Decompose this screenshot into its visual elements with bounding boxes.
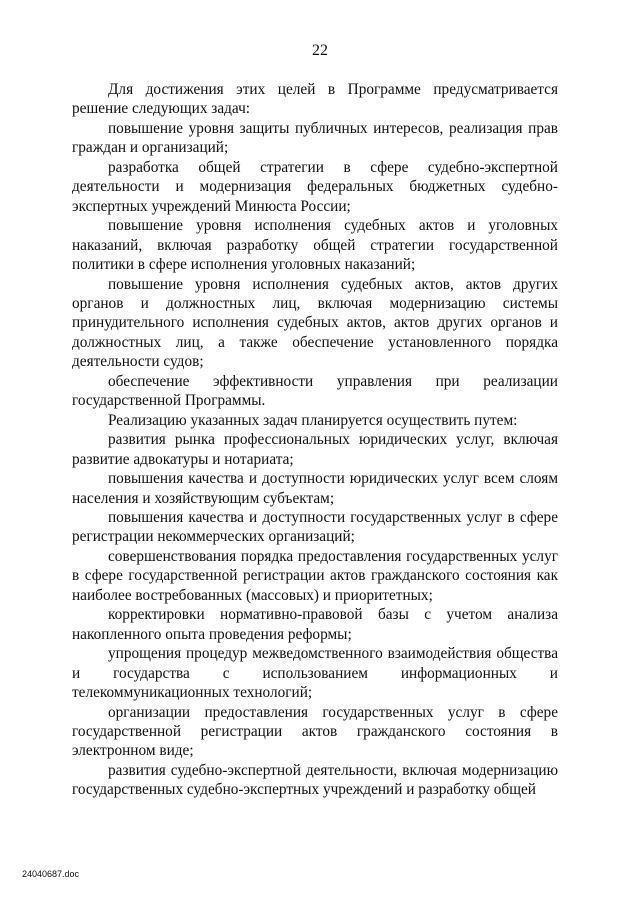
document-file-name: 24040687.doc [22,869,80,879]
paragraph: организации предоставления государственных услуг в сфере государственной регистрации актов гражданского состояния в электронном виде; [72,703,558,760]
paragraph: повышения качества и доступности юридических услуг всем слоям населения и хозяйствующим субъектам; [72,470,558,507]
paragraph: обеспечение эффективности управления при реализации государственной Программы. [72,372,558,410]
paragraph: повышение уровня исполнения судебных актов и уголовных наказаний, включая разработку общей стратегии государственной политики в сфере исполнения уголовных наказаний; [72,217,558,274]
paragraph: повышения качества и доступности государственных услуг в сфере регистрации некоммерческих организаций; [72,508,558,546]
page-number: 22 [312,42,328,59]
paragraph: разработка общей стратегии в сфере судебно-экспертной деятельности и модернизация федеральных бюджетных судебно-экспертных учреждений Минюста России; [72,158,558,215]
paragraph: повышение уровня защиты публичных интересов, реализация прав граждан и организаций; [72,119,558,157]
paragraph: упрощения процедур межведомственного взаимодействия общества и государства с использованием информационных и телекоммуникационных технологий; [72,645,558,702]
paragraph: развития судебно-экспертной деятельности, включая модернизацию государственных судебно-экспертных учреждений и разработку общей [72,761,558,799]
body-text [72,80,558,800]
paragraph: совершенствования порядка предоставления государственных услуг в сфере государственной регистрации актов гражданского состояния как наиболее востребованных (массовых) и приоритетных; [72,547,558,604]
paragraph: повышение уровня исполнения судебных актов, актов других органов и должностных лиц, включая модернизацию системы принудительного исполнения судебных актов, актов других органов и должностных лиц, а также обеспечение установленного порядка деятельности судов; [72,275,558,371]
paragraph: Для достижения этих целей в Программе предусматривается решение следующих задач: [72,81,558,118]
paragraph: корректировки нормативно-правовой базы с учетом анализа накопленного опыта проведения реформы; [72,606,558,643]
paragraph: Реализацию указанных задач планируется осуществить путем: [108,411,518,429]
paragraph: развития рынка профессиональных юридических услуг, включая развитие адвокатуры и нотариата; [72,431,558,468]
